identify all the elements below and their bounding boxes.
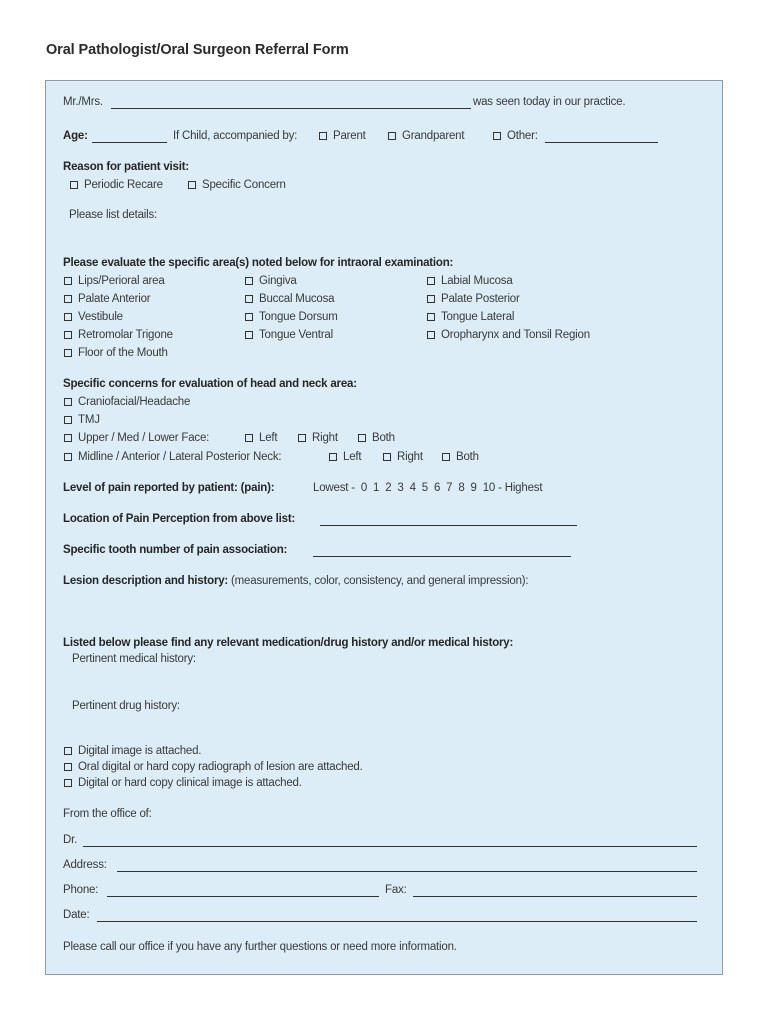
checkbox-icon xyxy=(64,763,72,771)
dr-field[interactable] xyxy=(83,846,697,847)
patient-prefix: Mr./Mrs. xyxy=(63,96,103,108)
checkbox-retromolar-trigone[interactable]: Retromolar Trigone xyxy=(64,329,173,341)
patient-suffix: was seen today in our practice. xyxy=(473,96,626,108)
checkbox-palate-anterior[interactable]: Palate Anterior xyxy=(64,293,150,305)
checkbox-neck[interactable]: Midline / Anterior / Lateral Posterior Neck: xyxy=(64,451,281,463)
other-field[interactable] xyxy=(545,142,658,143)
checkbox-other[interactable]: Other: xyxy=(493,130,538,142)
checkbox-icon xyxy=(427,277,435,285)
checkbox-gingiva[interactable]: Gingiva xyxy=(245,275,297,287)
phone-field[interactable] xyxy=(107,896,379,897)
checkbox-icon xyxy=(64,779,72,787)
checkbox-icon xyxy=(427,295,435,303)
checkbox-icon xyxy=(188,181,196,189)
checkbox-neck-right[interactable]: Right xyxy=(383,451,423,463)
date-field[interactable] xyxy=(97,921,697,922)
age-label: Age: xyxy=(63,130,88,142)
checkbox-icon xyxy=(64,313,72,321)
checkbox-palate-posterior[interactable]: Palate Posterior xyxy=(427,293,520,305)
head-neck-heading: Specific concerns for evaluation of head and neck area: xyxy=(63,378,357,390)
checkbox-icon xyxy=(245,295,253,303)
checkbox-icon xyxy=(493,132,501,140)
checkbox-icon xyxy=(245,277,253,285)
from-office-label: From the office of: xyxy=(63,808,152,820)
pain-location-label: Location of Pain Perception from above list: xyxy=(63,513,296,525)
checkbox-labial-mucosa[interactable]: Labial Mucosa xyxy=(427,275,513,287)
phone-label: Phone: xyxy=(63,884,99,896)
checkbox-icon xyxy=(64,747,72,755)
checkbox-icon xyxy=(383,453,391,461)
checkbox-oropharynx-tonsil[interactable]: Oropharynx and Tonsil Region xyxy=(427,329,590,341)
checkbox-icon xyxy=(64,453,72,461)
checkbox-radiograph-attached[interactable]: Oral digital or hard copy radiograph of lesion are attached. xyxy=(64,761,363,773)
checkbox-icon xyxy=(245,313,253,321)
address-field[interactable] xyxy=(117,871,697,872)
checkbox-icon xyxy=(427,313,435,321)
intraoral-heading: Please evaluate the specific area(s) noted below for intraoral examination: xyxy=(63,257,454,269)
fax-field[interactable] xyxy=(413,896,697,897)
checkbox-icon xyxy=(70,181,78,189)
checkbox-tongue-dorsum[interactable]: Tongue Dorsum xyxy=(245,311,338,323)
checkbox-specific-concern[interactable]: Specific Concern xyxy=(188,179,286,191)
checkbox-icon xyxy=(245,331,253,339)
checkbox-icon xyxy=(442,453,450,461)
checkbox-tongue-ventral[interactable]: Tongue Ventral xyxy=(245,329,333,341)
pain-level-label: Level of pain reported by patient: (pain): xyxy=(63,482,275,494)
tooth-number-label: Specific tooth number of pain association: xyxy=(63,544,288,556)
checkbox-icon xyxy=(64,349,72,357)
checkbox-icon xyxy=(388,132,396,140)
pain-scale[interactable]: Lowest - 0 1 2 3 4 5 6 7 8 9 10 - Highest xyxy=(313,482,543,494)
footer-note: Please call our office if you have any further questions or need more information. xyxy=(63,941,457,953)
checkbox-icon xyxy=(64,434,72,442)
drug-history-label: Pertinent drug history: xyxy=(72,700,180,712)
checkbox-face-both[interactable]: Both xyxy=(358,432,395,444)
checkbox-face[interactable]: Upper / Med / Lower Face: xyxy=(64,432,209,444)
checkbox-parent[interactable]: Parent xyxy=(319,130,366,142)
address-label: Address: xyxy=(63,859,107,871)
checkbox-icon xyxy=(245,434,253,442)
history-heading: Listed below please find any relevant medication/drug history and/or medical history: xyxy=(63,637,514,649)
dr-label: Dr. xyxy=(63,834,78,846)
checkbox-vestibule[interactable]: Vestibule xyxy=(64,311,123,323)
lesion-label: Lesion description and history: xyxy=(63,575,229,587)
checkbox-craniofacial-headache[interactable]: Craniofacial/Headache xyxy=(64,396,190,408)
checkbox-face-left[interactable]: Left xyxy=(245,432,277,444)
age-field[interactable] xyxy=(92,142,167,143)
checkbox-face-right[interactable]: Right xyxy=(298,432,338,444)
checkbox-periodic-recare[interactable]: Periodic Recare xyxy=(70,179,163,191)
reason-heading: Reason for patient visit: xyxy=(63,161,189,173)
checkbox-buccal-mucosa[interactable]: Buccal Mucosa xyxy=(245,293,334,305)
checkbox-icon xyxy=(64,398,72,406)
checkbox-icon xyxy=(64,295,72,303)
child-accompanied-label: If Child, accompanied by: xyxy=(173,130,298,142)
checkbox-tmj[interactable]: TMJ xyxy=(64,414,100,426)
checkbox-icon xyxy=(358,434,366,442)
checkbox-icon xyxy=(427,331,435,339)
fax-label: Fax: xyxy=(385,884,407,896)
checkbox-icon xyxy=(64,331,72,339)
checkbox-icon xyxy=(298,434,306,442)
checkbox-tongue-lateral[interactable]: Tongue Lateral xyxy=(427,311,514,323)
checkbox-neck-both[interactable]: Both xyxy=(442,451,479,463)
pain-location-field[interactable] xyxy=(320,525,577,526)
checkbox-icon xyxy=(64,416,72,424)
checkbox-digital-image-attached[interactable]: Digital image is attached. xyxy=(64,745,201,757)
checkbox-clinical-image-attached[interactable]: Digital or hard copy clinical image is attached. xyxy=(64,777,302,789)
medical-history-label: Pertinent medical history: xyxy=(72,653,196,665)
checkbox-lips-perioral[interactable]: Lips/Perioral area xyxy=(64,275,165,287)
tooth-number-field[interactable] xyxy=(313,556,571,557)
checkbox-icon xyxy=(329,453,337,461)
lesion-row xyxy=(63,575,528,587)
details-label: Please list details: xyxy=(69,209,158,221)
checkbox-icon xyxy=(319,132,327,140)
date-label: Date: xyxy=(63,909,90,921)
checkbox-neck-left[interactable]: Left xyxy=(329,451,361,463)
checkbox-icon xyxy=(64,277,72,285)
checkbox-floor-of-mouth[interactable]: Floor of the Mouth xyxy=(64,347,168,359)
lesion-detail: (measurements, color, consistency, and general impression): xyxy=(231,575,529,587)
checkbox-grandparent[interactable]: Grandparent xyxy=(388,130,464,142)
patient-name-field[interactable] xyxy=(111,108,471,109)
form-title: Oral Pathologist/Oral Surgeon Referral Form xyxy=(46,42,349,58)
